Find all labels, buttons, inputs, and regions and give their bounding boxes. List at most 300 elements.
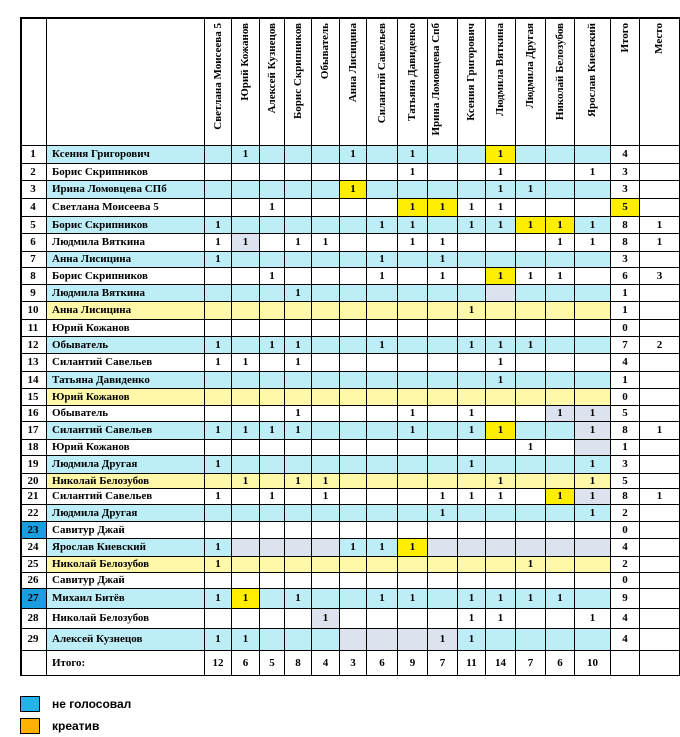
vote-cell: [312, 337, 340, 354]
vote-cell: 1: [260, 489, 285, 505]
header-voter-label: Силантий Савельев: [375, 23, 388, 124]
row-place: 1: [640, 217, 680, 234]
participant-name: Людмила Вяткина: [47, 285, 205, 302]
vote-cell: [516, 489, 546, 505]
column-total: 6: [546, 651, 575, 676]
vote-cell: [232, 252, 260, 268]
row-total: 0: [611, 522, 640, 539]
vote-cell: [516, 629, 546, 651]
vote-cell: [312, 320, 340, 337]
vote-cell: [260, 217, 285, 234]
vote-cell: [285, 320, 312, 337]
vote-cell: [575, 199, 611, 217]
vote-cell: [232, 440, 260, 456]
row-place: 1: [640, 489, 680, 505]
participant-name: Обыватель: [47, 406, 205, 422]
vote-cell: [260, 181, 285, 199]
vote-cell: 1: [516, 337, 546, 354]
participant-name: Николай Белозубов: [47, 557, 205, 573]
vote-cell: [312, 252, 340, 268]
column-total: 9: [398, 651, 428, 676]
participant-name: Борис Скрипников: [47, 164, 205, 181]
legend-swatch-creative: [20, 718, 40, 734]
row-number: 9: [20, 285, 47, 302]
vote-cell: [486, 302, 516, 320]
vote-cell: [398, 389, 428, 406]
vote-cell: [546, 440, 575, 456]
vote-cell: [398, 489, 428, 505]
vote-cell: [285, 505, 312, 522]
vote-cell: [516, 456, 546, 474]
vote-cell: [260, 372, 285, 389]
row-number: 19: [20, 456, 47, 474]
vote-cell: 1: [205, 234, 232, 252]
vote-cell: [260, 146, 285, 164]
vote-cell: [312, 456, 340, 474]
row-total: 1: [611, 285, 640, 302]
vote-cell: [516, 522, 546, 539]
vote-cell: [312, 629, 340, 651]
vote-cell: [398, 629, 428, 651]
vote-cell: 1: [428, 252, 458, 268]
participant-name: Борис Скрипников: [47, 268, 205, 285]
row-number: 20: [20, 474, 47, 489]
row-total: 4: [611, 629, 640, 651]
vote-cell: [260, 474, 285, 489]
vote-cell: 1: [575, 505, 611, 522]
vote-cell: [575, 302, 611, 320]
row-total: 4: [611, 539, 640, 557]
row-total: 2: [611, 557, 640, 573]
vote-cell: [340, 354, 367, 372]
vote-cell: [260, 557, 285, 573]
vote-cell: [232, 181, 260, 199]
vote-cell: [428, 406, 458, 422]
vote-cell: 1: [205, 337, 232, 354]
vote-cell: 1: [205, 217, 232, 234]
vote-cell: [516, 354, 546, 372]
row-number: 8: [20, 268, 47, 285]
vote-cell: [486, 234, 516, 252]
header-voter-label: Ярослав Киевский: [586, 23, 598, 117]
vote-cell: [516, 285, 546, 302]
vote-cell: 1: [546, 268, 575, 285]
vote-cell: [486, 456, 516, 474]
row-total: 1: [611, 440, 640, 456]
header-voter-13: [546, 17, 575, 146]
row-number: 3: [20, 181, 47, 199]
vote-cell: 1: [260, 337, 285, 354]
row-number: 29: [20, 629, 47, 651]
vote-cell: 1: [367, 252, 398, 268]
header-voter-label: Ирина Ломовцева Спб: [429, 23, 442, 136]
vote-cell: [458, 573, 486, 589]
vote-cell: [575, 181, 611, 199]
column-total: 5: [260, 651, 285, 676]
vote-cell: [285, 557, 312, 573]
vote-cell: 1: [205, 252, 232, 268]
vote-cell: [285, 489, 312, 505]
vote-cell: [367, 302, 398, 320]
vote-cell: 1: [486, 489, 516, 505]
vote-cell: [516, 146, 546, 164]
participant-name: Силантий Савельев: [47, 354, 205, 372]
header-voter-label: Людмила Другая: [524, 23, 536, 109]
vote-cell: [486, 406, 516, 422]
vote-cell: [546, 320, 575, 337]
vote-cell: [260, 252, 285, 268]
vote-cell: [516, 539, 546, 557]
vote-cell: [340, 372, 367, 389]
row-total: 1: [611, 372, 640, 389]
vote-cell: [546, 422, 575, 440]
participant-name: Борис Скрипников: [47, 217, 205, 234]
row-place: 3: [640, 268, 680, 285]
vote-cell: [458, 372, 486, 389]
vote-cell: 1: [575, 164, 611, 181]
vote-cell: 1: [486, 217, 516, 234]
participant-name: Ярослав Киевский: [47, 539, 205, 557]
vote-cell: [260, 629, 285, 651]
totals-row-label: Итого:: [47, 651, 205, 676]
row-total: 5: [611, 406, 640, 422]
vote-cell: [398, 285, 428, 302]
vote-cell: [205, 440, 232, 456]
vote-cell: 1: [312, 489, 340, 505]
vote-cell: 1: [398, 199, 428, 217]
vote-cell: [260, 234, 285, 252]
header-voter-9: [428, 17, 458, 146]
vote-cell: 1: [205, 629, 232, 651]
vote-cell: [312, 589, 340, 609]
vote-cell: [205, 609, 232, 629]
row-place: [640, 164, 680, 181]
header-voter-1: [205, 17, 232, 146]
vote-cell: [367, 609, 398, 629]
vote-cell: [546, 146, 575, 164]
vote-cell: [340, 440, 367, 456]
vote-cell: [285, 217, 312, 234]
vote-cell: [340, 164, 367, 181]
row-place: [640, 285, 680, 302]
vote-cell: [367, 474, 398, 489]
vote-cell: [205, 285, 232, 302]
vote-cell: [486, 252, 516, 268]
vote-cell: [546, 557, 575, 573]
vote-cell: 1: [232, 422, 260, 440]
vote-cell: [458, 234, 486, 252]
vote-cell: [398, 354, 428, 372]
vote-cell: [285, 199, 312, 217]
vote-cell: [367, 285, 398, 302]
participant-name: Силантий Савельев: [47, 489, 205, 505]
row-place: [640, 589, 680, 609]
vote-cell: [367, 557, 398, 573]
row-total: 2: [611, 505, 640, 522]
row-number: 4: [20, 199, 47, 217]
vote-cell: [285, 181, 312, 199]
row-number: 11: [20, 320, 47, 337]
row-total: 8: [611, 422, 640, 440]
vote-cell: 1: [398, 406, 428, 422]
vote-cell: [516, 199, 546, 217]
vote-cell: [546, 573, 575, 589]
row-number: 25: [20, 557, 47, 573]
participant-name: Юрий Кожанов: [47, 320, 205, 337]
vote-cell: [398, 573, 428, 589]
vote-cell: 1: [486, 372, 516, 389]
vote-cell: [398, 181, 428, 199]
vote-cell: 1: [398, 539, 428, 557]
vote-cell: [285, 609, 312, 629]
vote-cell: [205, 199, 232, 217]
column-total: 7: [428, 651, 458, 676]
vote-cell: 1: [575, 234, 611, 252]
vote-cell: [486, 629, 516, 651]
vote-cell: [516, 234, 546, 252]
vote-cell: 1: [516, 557, 546, 573]
header-voter-8: [398, 17, 428, 146]
vote-cell: [312, 146, 340, 164]
vote-cell: 1: [458, 629, 486, 651]
vote-cell: [458, 252, 486, 268]
vote-cell: [232, 489, 260, 505]
vote-cell: 1: [458, 199, 486, 217]
column-total: 10: [575, 651, 611, 676]
vote-cell: 1: [486, 268, 516, 285]
row-place: [640, 406, 680, 422]
row-place: 1: [640, 422, 680, 440]
vote-cell: 1: [340, 539, 367, 557]
vote-cell: [340, 629, 367, 651]
vote-cell: [285, 573, 312, 589]
vote-cell: [367, 629, 398, 651]
vote-cell: [546, 629, 575, 651]
header-voter-label: Николай Белозубов: [553, 23, 566, 121]
vote-cell: 1: [398, 422, 428, 440]
vote-cell: [312, 440, 340, 456]
vote-cell: 1: [546, 217, 575, 234]
participant-name: Николай Белозубов: [47, 609, 205, 629]
vote-cell: 1: [428, 234, 458, 252]
vote-cell: [205, 320, 232, 337]
vote-cell: [486, 573, 516, 589]
column-total: 12: [205, 651, 232, 676]
row-place: [640, 302, 680, 320]
vote-cell: [575, 354, 611, 372]
vote-cell: [312, 372, 340, 389]
vote-cell: 1: [205, 557, 232, 573]
vote-cell: [428, 440, 458, 456]
vote-cell: 1: [486, 164, 516, 181]
vote-cell: 1: [458, 337, 486, 354]
vote-cell: [398, 505, 428, 522]
vote-cell: [367, 422, 398, 440]
vote-cell: 1: [486, 609, 516, 629]
vote-cell: [546, 505, 575, 522]
vote-cell: [428, 474, 458, 489]
vote-cell: [205, 406, 232, 422]
vote-cell: [458, 354, 486, 372]
vote-cell: [546, 199, 575, 217]
vote-cell: [575, 389, 611, 406]
vote-cell: 1: [205, 589, 232, 609]
participant-name: Михаил Битёв: [47, 589, 205, 609]
vote-cell: [232, 522, 260, 539]
header-voter-label: Татьяна Давиденко: [406, 23, 418, 121]
vote-cell: 1: [285, 337, 312, 354]
vote-cell: [260, 440, 285, 456]
vote-cell: 1: [458, 489, 486, 505]
header-voter-14: [575, 17, 611, 146]
row-place: [640, 557, 680, 573]
row-total: 8: [611, 234, 640, 252]
row-total: 5: [611, 199, 640, 217]
vote-cell: [367, 181, 398, 199]
vote-cell: [575, 252, 611, 268]
vote-cell: 1: [516, 440, 546, 456]
header-voter-10: [458, 17, 486, 146]
row-place: [640, 456, 680, 474]
header-voter-label: Борис Скрипников: [291, 23, 304, 119]
row-total: 3: [611, 252, 640, 268]
vote-cell: [260, 609, 285, 629]
vote-cell: [285, 164, 312, 181]
vote-cell: 1: [285, 406, 312, 422]
vote-cell: 1: [458, 217, 486, 234]
vote-cell: [428, 164, 458, 181]
row-place: [640, 474, 680, 489]
vote-cell: [205, 268, 232, 285]
vote-cell: [398, 337, 428, 354]
vote-cell: [340, 234, 367, 252]
vote-cell: [205, 372, 232, 389]
vote-cell: 1: [516, 589, 546, 609]
participant-name: Светлана Моисеева 5: [47, 199, 205, 217]
vote-cell: [516, 422, 546, 440]
row-total: 4: [611, 609, 640, 629]
vote-cell: [428, 285, 458, 302]
vote-cell: 1: [232, 354, 260, 372]
row-total: 8: [611, 489, 640, 505]
vote-cell: [205, 573, 232, 589]
vote-cell: [546, 609, 575, 629]
vote-cell: [285, 440, 312, 456]
vote-cell: [260, 589, 285, 609]
vote-cell: [486, 285, 516, 302]
participant-name: Юрий Кожанов: [47, 389, 205, 406]
vote-cell: [312, 354, 340, 372]
vote-cell: [367, 354, 398, 372]
vote-cell: 1: [458, 422, 486, 440]
vote-cell: [428, 302, 458, 320]
vote-cell: [312, 573, 340, 589]
vote-cell: 1: [398, 146, 428, 164]
row-number: 27: [20, 589, 47, 609]
header-place: [640, 17, 680, 146]
vote-cell: [575, 372, 611, 389]
vote-cell: 1: [458, 589, 486, 609]
vote-cell: [285, 146, 312, 164]
vote-cell: [340, 489, 367, 505]
vote-cell: [232, 609, 260, 629]
vote-cell: [340, 522, 367, 539]
vote-cell: [232, 199, 260, 217]
vote-cell: 1: [398, 234, 428, 252]
vote-cell: 1: [367, 539, 398, 557]
legend-swatch-not-voted: [20, 696, 40, 712]
row-total: 0: [611, 573, 640, 589]
vote-cell: [312, 164, 340, 181]
vote-cell: [367, 199, 398, 217]
header-voter-label: Алексей Кузнецов: [265, 23, 278, 114]
header-voter-5: [312, 17, 340, 146]
vote-cell: [367, 522, 398, 539]
row-number: 28: [20, 609, 47, 629]
vote-cell: [285, 302, 312, 320]
vote-cell: 1: [205, 354, 232, 372]
vote-cell: [486, 522, 516, 539]
vote-cell: [312, 557, 340, 573]
row-number: 7: [20, 252, 47, 268]
header-voter-label: Анна Лисицина: [346, 23, 359, 103]
column-total: 3: [340, 651, 367, 676]
vote-cell: [232, 302, 260, 320]
vote-cell: [232, 320, 260, 337]
vote-cell: [260, 456, 285, 474]
vote-cell: 1: [458, 302, 486, 320]
vote-cell: [546, 372, 575, 389]
header-voter-label: Юрий Кожанов: [239, 23, 251, 101]
vote-cell: 1: [285, 354, 312, 372]
vote-cell: [428, 146, 458, 164]
row-total: 7: [611, 337, 640, 354]
vote-cell: 1: [458, 406, 486, 422]
row-number: 24: [20, 539, 47, 557]
participant-name: Силантий Савельев: [47, 422, 205, 440]
vote-cell: 1: [575, 489, 611, 505]
vote-cell: [458, 440, 486, 456]
vote-cell: [312, 268, 340, 285]
vote-cell: 1: [516, 268, 546, 285]
vote-cell: [428, 609, 458, 629]
row-number: 1: [20, 146, 47, 164]
vote-cell: 1: [516, 181, 546, 199]
vote-cell: [575, 440, 611, 456]
vote-cell: [312, 522, 340, 539]
vote-cell: [312, 422, 340, 440]
vote-cell: [205, 389, 232, 406]
vote-cell: [398, 609, 428, 629]
vote-cell: [285, 539, 312, 557]
vote-cell: [285, 372, 312, 389]
participant-name: Обыватель: [47, 337, 205, 354]
header-voter-7: [367, 17, 398, 146]
vote-cell: 1: [516, 217, 546, 234]
vote-cell: [575, 589, 611, 609]
row-place: 1: [640, 234, 680, 252]
vote-cell: [340, 557, 367, 573]
vote-cell: 1: [486, 337, 516, 354]
row-total: 0: [611, 389, 640, 406]
row-place: [640, 320, 680, 337]
row-number: 6: [20, 234, 47, 252]
vote-cell: [340, 474, 367, 489]
vote-cell: [575, 337, 611, 354]
vote-cell: [428, 217, 458, 234]
vote-cell: [486, 505, 516, 522]
header-voter-12: [516, 17, 546, 146]
